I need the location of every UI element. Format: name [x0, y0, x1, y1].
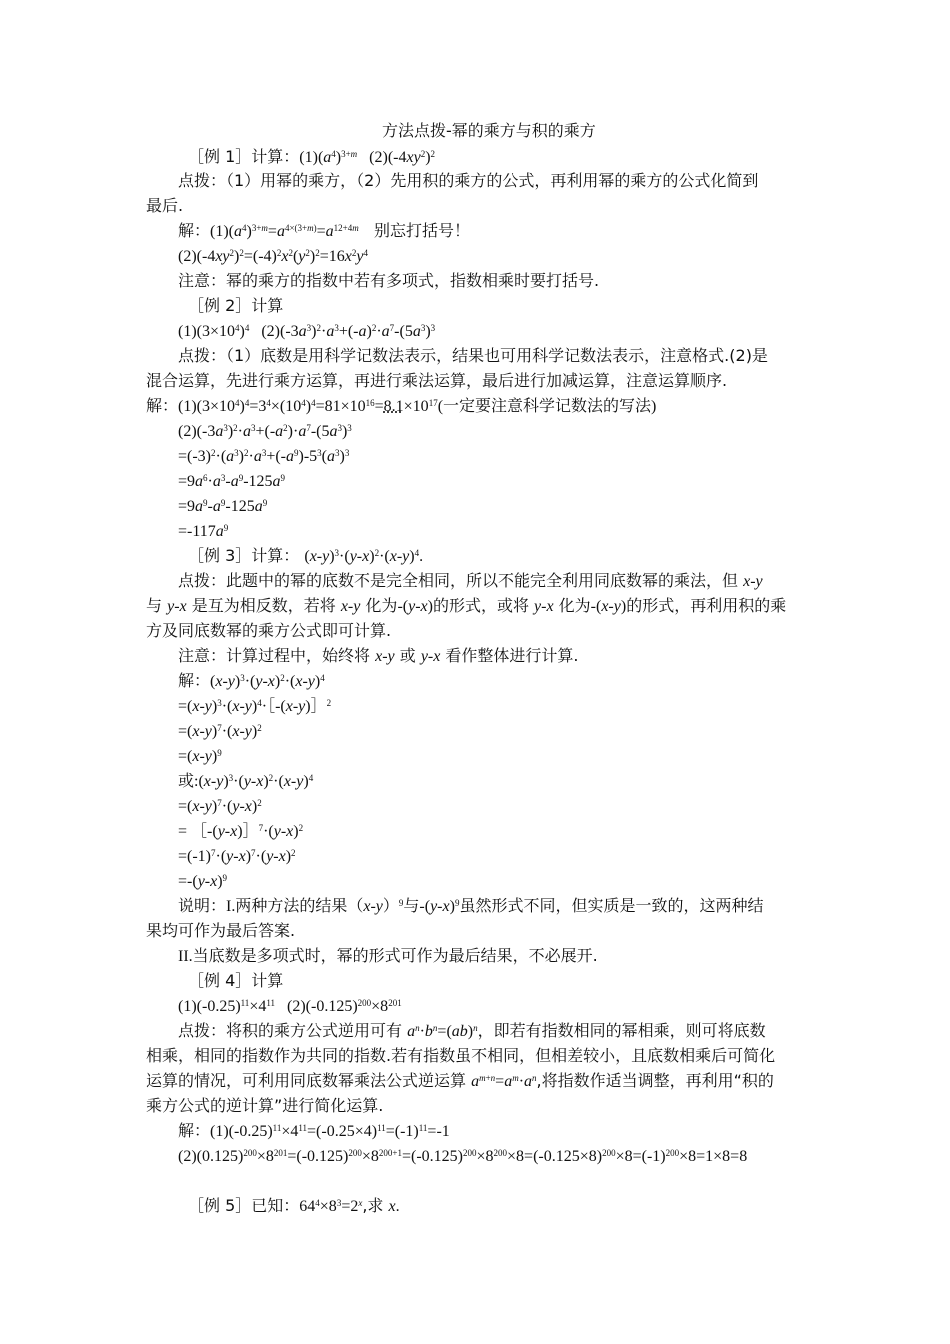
line-15: $=9a^9-a^9-125a^9$	[178, 498, 268, 515]
line-9: 点拨：（1）底数是用科学记数法表示，结果也可用科学记数法表示，注意格式.(2)是	[178, 346, 768, 365]
line-16: $=-117a^9$	[178, 523, 229, 540]
line-6: 注意：幂的乘方的指数中若有多项式，指数相乘时要打括号.	[178, 271, 600, 290]
line-27: $=(x-y)^7\cdot(y-x)^2$	[178, 798, 262, 815]
line-12: $(2)(-3a^3)^2\cdot a^3+(-a^2)\cdot a^7-(5a^3)^3$	[178, 423, 352, 440]
line-1: ［例 1］计算：$(1)(a^4)^{3+m}$ $(2)(-4xy^2)^2$	[188, 147, 436, 166]
line-19: 与 y-x 是互为相反数，若将 x-y 化为-(y-x)的形式，或将 y-x 化为-(x-y)的形式，再利用积的乘	[146, 596, 787, 615]
line-18: 点拨：此题中的幂的底数不是完全相同，所以不能完全利用同底数幂的乘法，但 x-y	[178, 571, 763, 590]
line-20: 方及同底数幂的乘方公式即可计算.	[146, 621, 392, 640]
page-title: 方法点拨-幂的乘方与积的乘方	[382, 121, 596, 140]
line-11: 解：$(1)(3\times 10^4)^4=3^4\times(10^4)^4=81\times 10^{16}=8.1\times 10^{17}$(一定要注意科学记数法的写法)	[146, 396, 657, 415]
line-28: = $[-(y-x)]^7\cdot(y-x)^2$	[178, 821, 304, 840]
line-37: 相乘，相同的指数作为共同的指数.若有指数虽不相同，但相差较小，且底数相乘后可简化	[146, 1046, 776, 1065]
line-13: $=(-3)^2\cdot(a^3)^2\cdot a^3+(-a^9)-5^3(a^3)^3$	[178, 448, 350, 465]
line-39: 乘方公式的逆计算”进行简化运算.	[146, 1096, 384, 1115]
line-24: $=(x-y)^7\cdot(x-y)^2$	[178, 723, 262, 740]
line-8: $(1)(3\times 10^4)^4$ $(2)(-3a^3)^2\cdot a^3+(-a)^2\cdot a^7-(5a^3)^3$	[178, 323, 436, 340]
line-42: ［例 5］已知：$64^4\times 8^3=2^x$,求 x.	[188, 1196, 400, 1215]
line-2: 点拨：（1）用幂的乘方，（2）先用积的乘方的公式，再利用幂的乘方的公式化简到	[178, 171, 759, 190]
line-25: $=(x-y)^9$	[178, 748, 222, 765]
line-3: 最后.	[146, 196, 184, 215]
line-17: ［例 3］计算： $(x-y)^3\cdot(y-x)^2\cdot(x-y)^4$.	[188, 546, 424, 565]
line-36: 点拨：将积的乘方公式逆用可有 $a^n\cdot b^n=(ab)^n$，即若有指数相同的幂相乘，则可将底数	[178, 1021, 766, 1040]
line-22: 解：$(x-y)^3\cdot(y-x)^2\cdot(x-y)^4$	[178, 671, 325, 690]
line-32: 果均可作为最后答案.	[146, 921, 296, 940]
line-5: $(2)(-4xy^2)^2=(-4)^2x^2(y^2)^2=16x^2y^4$	[178, 248, 368, 265]
line-31: 说明：I.两种方法的结果$(x-y)^9$与$-(y-x)^9$虽然形式不同，但实质是一致的，这两种结	[178, 896, 764, 915]
line-26: 或$:(x-y)^3\cdot(y-x)^2\cdot(x-y)^4$	[178, 771, 314, 790]
line-30: $=-(y-x)^9$	[178, 873, 228, 890]
line-23: $=(x-y)^3\cdot(x-y)^4\cdot[-(x-y)]^2$	[178, 696, 332, 715]
line-38: 运算的情况，可利用同底数幂乘法公式逆运算 $a^{m+n}=a^m\cdot a^n$,将指数作适当调整，再利用“积的	[146, 1071, 774, 1090]
line-35: $(1)(-0.25)^{11}\times 4^{11}$ $(2)(-0.125)^{200}\times 8^{201}$	[178, 998, 402, 1015]
line-4: 解：$(1)(a^4)^{3+m}=a^{4\times(3+m)}=a^{12+4m}$ 别忘打括号！	[178, 221, 470, 240]
line-29: $=(-1)^7\cdot(y-x)^7\cdot(y-x)^2$	[178, 848, 296, 865]
line-10: 混合运算，先进行乘方运算，再进行乘法运算，最后进行加减运算，注意运算顺序.	[146, 371, 728, 390]
line-7: ［例 2］计算	[188, 296, 284, 315]
line-33: II.当底数是多项式时，幂的形式可作为最后结果，不必展开.	[178, 946, 598, 965]
line-41: $(2)(0.125)^{200}\times 8^{201}=(-0.125)^{200}\times 8^{200+1}=(-0.125)^{200}\times 8^{200}\times 8=(-0.125\times 8)^{200}\times 8=(-1)^{200}\times 8=1\times 8=8$	[178, 1148, 748, 1165]
line-40: 解：$(1)(-0.25)^{11}\times 4^{11}=(-0.25\times 4)^{11}=(-1)^{11}=-1$	[178, 1121, 450, 1140]
line-21: 注意：计算过程中，始终将 x-y 或 y-x 看作整体进行计算.	[178, 646, 579, 665]
line-34: ［例 4］计算	[188, 971, 284, 990]
line-14: $=9a^6\cdot a^3-a^9-125a^9$	[178, 473, 286, 490]
